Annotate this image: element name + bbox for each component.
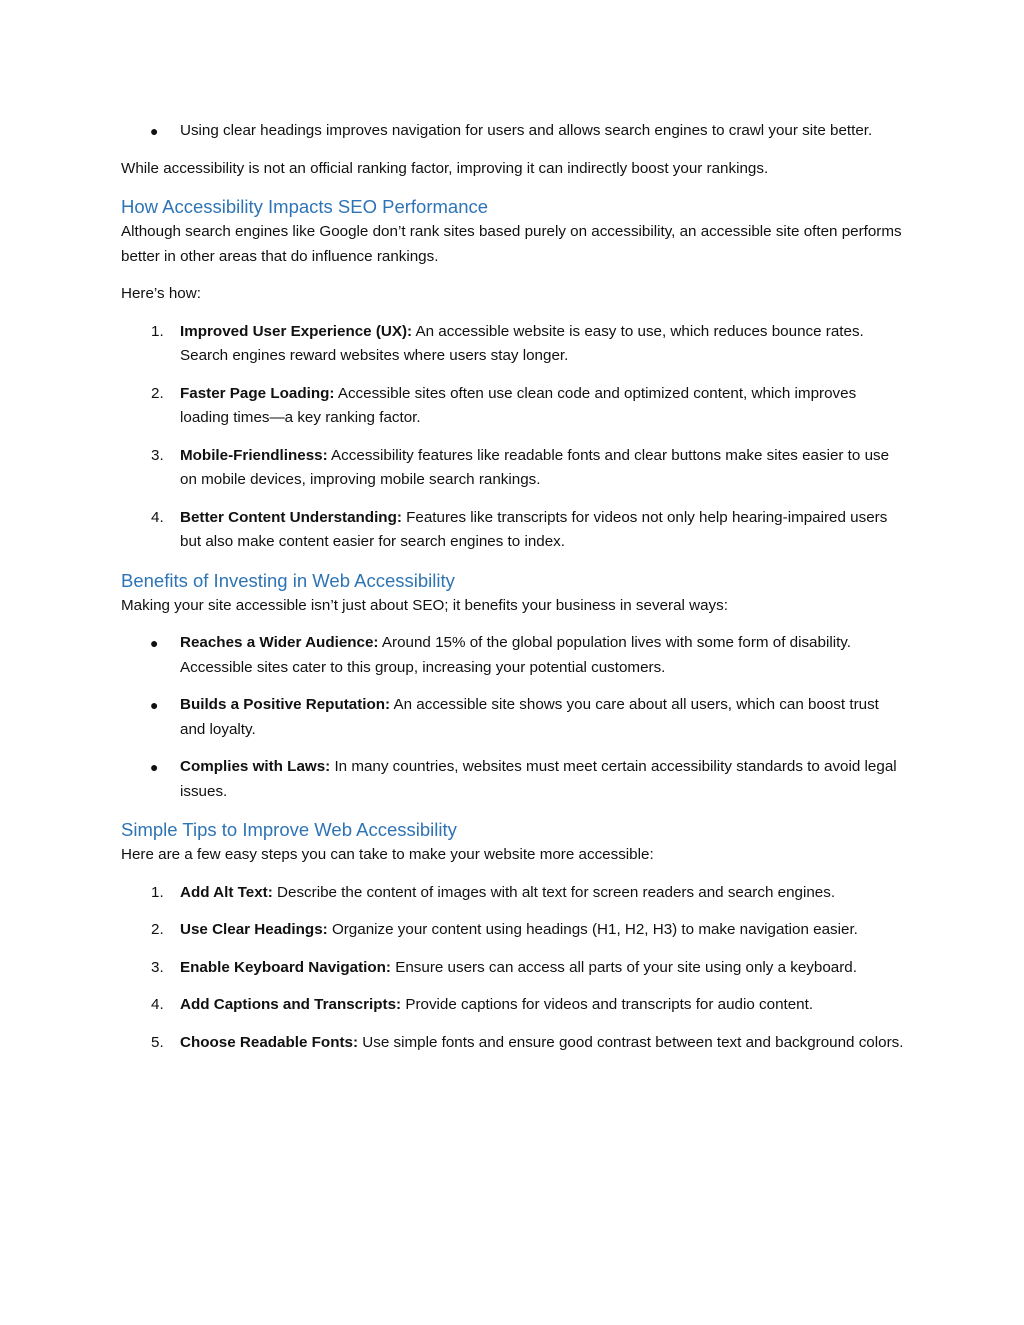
item-text: Around 15% of the global population lives with some form of disability. Accessible sites cater to this group, increasing your potential customers.	[180, 634, 851, 676]
item-text: An accessible website is easy to use, which reduces bounce rates. Search engines reward websites where users stay longer.	[180, 322, 864, 364]
item-title: Complies with Laws:	[180, 758, 331, 775]
list-item	[121, 993, 904, 1018]
item-title: Improved User Experience (UX):	[180, 322, 413, 340]
item-text: Describe the content of images with alt text for screen readers and search engines.	[272, 883, 836, 901]
item-text: Ensure users can access all parts of your site using only a keyboard.	[390, 958, 857, 976]
list-item	[121, 956, 904, 981]
section-paragraph: Making your site accessible isn’t just about SEO; it benefits your business in several ways:	[121, 596, 728, 614]
item-title: Faster Page Loading:	[180, 384, 335, 402]
list-number: 5.	[151, 1033, 164, 1051]
list-number: 2.	[151, 384, 164, 402]
item-text: An accessible site shows you care about all users, which can boost trust and loyalty.	[180, 696, 879, 738]
list-number: 1.	[151, 883, 164, 901]
section-heading-seo-performance: How Accessibility Impacts SEO Performance	[121, 196, 489, 217]
section-paragraph: Here are a few easy steps you can take to make your website more accessible:	[121, 846, 654, 863]
list-item-text: Using clear headings improves navigation for users and allows search engines to crawl your site better.	[180, 122, 873, 139]
item-text: Use simple fonts and ensure good contrast between text and background colors.	[358, 1033, 904, 1051]
list-item	[121, 119, 904, 144]
list-item	[121, 881, 904, 906]
item-text: Accessibility features like readable fonts and clear buttons make sites easier to use on mobile devices, improving mobile search rankings.	[180, 446, 890, 488]
benefits-list	[121, 631, 904, 804]
seo-impacts-list	[121, 320, 904, 555]
list-number: 1.	[151, 322, 164, 340]
list-number: 3.	[151, 958, 164, 976]
list-item	[121, 506, 904, 555]
item-text: In many countries, websites must meet certain accessibility standards to avoid legal issues.	[180, 758, 897, 800]
item-title: Enable Keyboard Navigation:	[180, 958, 391, 976]
section-paragraph: Although search engines like Google don’t rank sites based purely on accessibility, an accessible site often performs better in other areas that do influence rankings.	[121, 223, 902, 265]
intro-bullet-list	[121, 119, 904, 144]
lead-in-text: Here’s how:	[121, 285, 201, 302]
list-item	[121, 918, 904, 943]
item-title: Add Alt Text:	[180, 883, 273, 901]
list-number: 2.	[151, 921, 164, 938]
bullet-icon: ●	[150, 697, 159, 713]
item-title: Mobile-Friendliness:	[180, 446, 328, 464]
list-item	[121, 755, 904, 804]
bullet-icon: ●	[150, 123, 159, 139]
list-item	[121, 1031, 904, 1056]
item-title: Choose Readable Fonts:	[180, 1033, 359, 1051]
list-number: 4.	[151, 508, 164, 526]
item-title: Use Clear Headings:	[180, 921, 328, 938]
bullet-icon: ●	[150, 635, 159, 651]
intro-paragraph: While accessibility is not an official ranking factor, improving it can indirectly boost your rankings.	[121, 159, 769, 177]
item-text: Features like transcripts for videos not only help hearing-impaired users but also make content easier for search engines to index.	[180, 508, 888, 550]
item-title: Builds a Positive Reputation:	[180, 696, 391, 713]
list-item	[121, 444, 904, 493]
list-item	[121, 693, 904, 742]
item-text: Organize your content using headings (H1, H2, H3) to make navigation easier.	[327, 921, 858, 938]
section-heading-tips: Simple Tips to Improve Web Accessibility	[121, 819, 457, 840]
list-number: 3.	[151, 446, 164, 464]
list-number: 4.	[151, 996, 164, 1013]
item-text: Provide captions for videos and transcripts for audio content.	[401, 996, 814, 1013]
list-item	[121, 631, 904, 680]
list-item	[121, 320, 904, 369]
item-text: Accessible sites often use clean code and optimized content, which improves loading times—a key ranking factor.	[180, 384, 857, 426]
item-title: Better Content Understanding:	[180, 508, 402, 526]
section-heading-benefits: Benefits of Investing in Web Accessibility	[121, 569, 455, 591]
item-title: Add Captions and Transcripts:	[180, 996, 402, 1013]
bullet-icon: ●	[150, 759, 159, 775]
tips-list	[121, 881, 904, 1056]
list-item	[121, 382, 904, 431]
item-title: Reaches a Wider Audience:	[180, 634, 379, 651]
